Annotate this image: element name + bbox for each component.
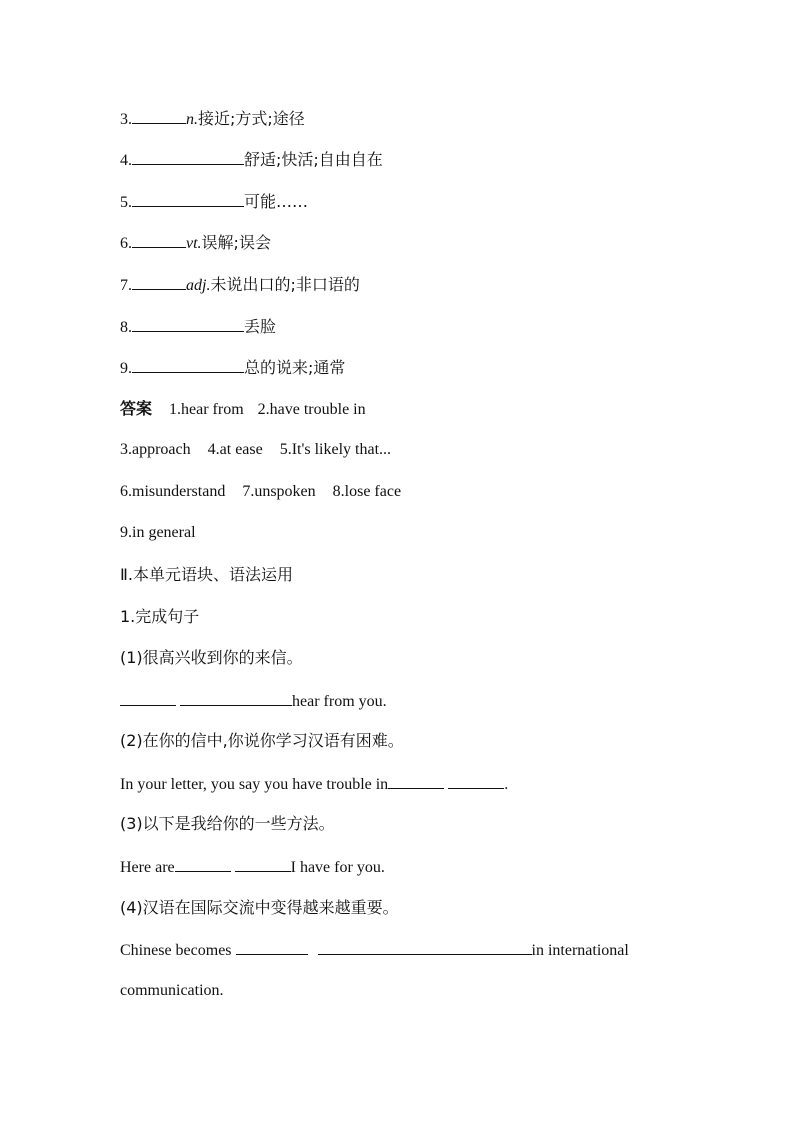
vocab-item-3 bbox=[120, 108, 305, 130]
question-3-chinese: (3)以下是我给你的一些方法。 bbox=[120, 814, 335, 833]
item-number: 7. bbox=[120, 277, 132, 294]
part-of-speech: n. bbox=[186, 111, 198, 128]
answer-blank[interactable] bbox=[132, 357, 244, 373]
sentence-head: Here are bbox=[120, 859, 175, 876]
answer-text: 7.unspoken bbox=[242, 483, 316, 500]
vocab-item-8 bbox=[120, 316, 276, 338]
item-number: 3. bbox=[120, 111, 132, 128]
answer-text: 9.in general bbox=[120, 524, 196, 541]
sentence-head: In your letter, you say you have trouble in bbox=[120, 776, 389, 793]
question-4-chinese: (4)汉语在国际交流中变得越来越重要。 bbox=[120, 898, 399, 917]
answer-blank[interactable] bbox=[175, 856, 231, 872]
answer-blank[interactable] bbox=[318, 939, 532, 955]
vocab-item-6 bbox=[120, 232, 271, 254]
chinese-meaning: 可能…… bbox=[244, 192, 309, 211]
answer-blank[interactable] bbox=[236, 939, 308, 955]
vocab-item-7 bbox=[120, 274, 360, 296]
item-number: 4. bbox=[120, 152, 132, 169]
sentence-mid: in international bbox=[531, 942, 629, 959]
item-number: 5. bbox=[120, 194, 132, 211]
chinese-meaning: 误解;误会 bbox=[201, 233, 271, 252]
answers-line-1 bbox=[120, 399, 366, 420]
answer-text: 4.at ease bbox=[207, 441, 263, 458]
answer-blank[interactable] bbox=[132, 191, 244, 207]
sentence-head: Chinese becomes bbox=[120, 942, 232, 959]
question-4-english bbox=[120, 939, 629, 961]
answers-label: 答案 bbox=[120, 399, 153, 418]
answer-text: 1.hear from bbox=[169, 401, 244, 418]
part-of-speech: vt. bbox=[186, 235, 202, 252]
answer-text: 3.approach bbox=[120, 441, 191, 458]
chinese-meaning: 未说出口的;非口语的 bbox=[210, 275, 360, 294]
section-subtitle: 1.完成句子 bbox=[120, 607, 200, 626]
answer-blank[interactable] bbox=[235, 856, 291, 872]
vocab-item-5 bbox=[120, 191, 308, 213]
sentence-tail: . bbox=[504, 776, 509, 793]
question-1-english bbox=[120, 690, 387, 712]
sentence-tail: hear from you. bbox=[292, 693, 387, 710]
question-2-english bbox=[120, 773, 508, 795]
answer-text: 6.misunderstand bbox=[120, 483, 226, 500]
part-of-speech: adj. bbox=[186, 277, 211, 294]
answers-line-2 bbox=[120, 440, 391, 460]
vocab-item-4 bbox=[120, 149, 383, 171]
answer-text: 2.have trouble in bbox=[257, 401, 366, 418]
item-number: 8. bbox=[120, 319, 132, 336]
answer-blank[interactable] bbox=[180, 690, 292, 706]
answer-text: 8.lose face bbox=[332, 483, 402, 500]
chinese-meaning: 丢脸 bbox=[244, 317, 277, 336]
answer-blank[interactable] bbox=[132, 108, 186, 124]
section-title: Ⅱ.本单元语块、语法运用 bbox=[120, 565, 293, 584]
answer-blank[interactable] bbox=[132, 316, 244, 332]
answer-blank[interactable] bbox=[448, 773, 504, 789]
sentence-tail: I have for you. bbox=[290, 859, 385, 876]
question-4-english-continued: communication. bbox=[120, 982, 224, 999]
answer-blank[interactable] bbox=[388, 773, 444, 789]
chinese-meaning: 舒适;快活;自由自在 bbox=[244, 150, 383, 169]
answer-blank[interactable] bbox=[132, 274, 186, 290]
answer-blank[interactable] bbox=[120, 690, 176, 706]
answers-line-3 bbox=[120, 482, 401, 502]
answers-line-4 bbox=[120, 523, 196, 543]
item-number: 6. bbox=[120, 235, 132, 252]
chinese-meaning: 接近;方式;途径 bbox=[198, 109, 305, 128]
answer-blank[interactable] bbox=[132, 149, 244, 165]
question-3-english bbox=[120, 856, 385, 878]
item-number: 9. bbox=[120, 360, 132, 377]
question-1-chinese: (1)很高兴收到你的来信。 bbox=[120, 648, 303, 667]
question-2-chinese: (2)在你的信中,你说你学习汉语有困难。 bbox=[120, 731, 404, 750]
answer-text: 5.It's likely that... bbox=[279, 441, 392, 458]
vocab-item-9 bbox=[120, 357, 345, 379]
answer-blank[interactable] bbox=[132, 232, 186, 248]
chinese-meaning: 总的说来;通常 bbox=[244, 358, 346, 377]
